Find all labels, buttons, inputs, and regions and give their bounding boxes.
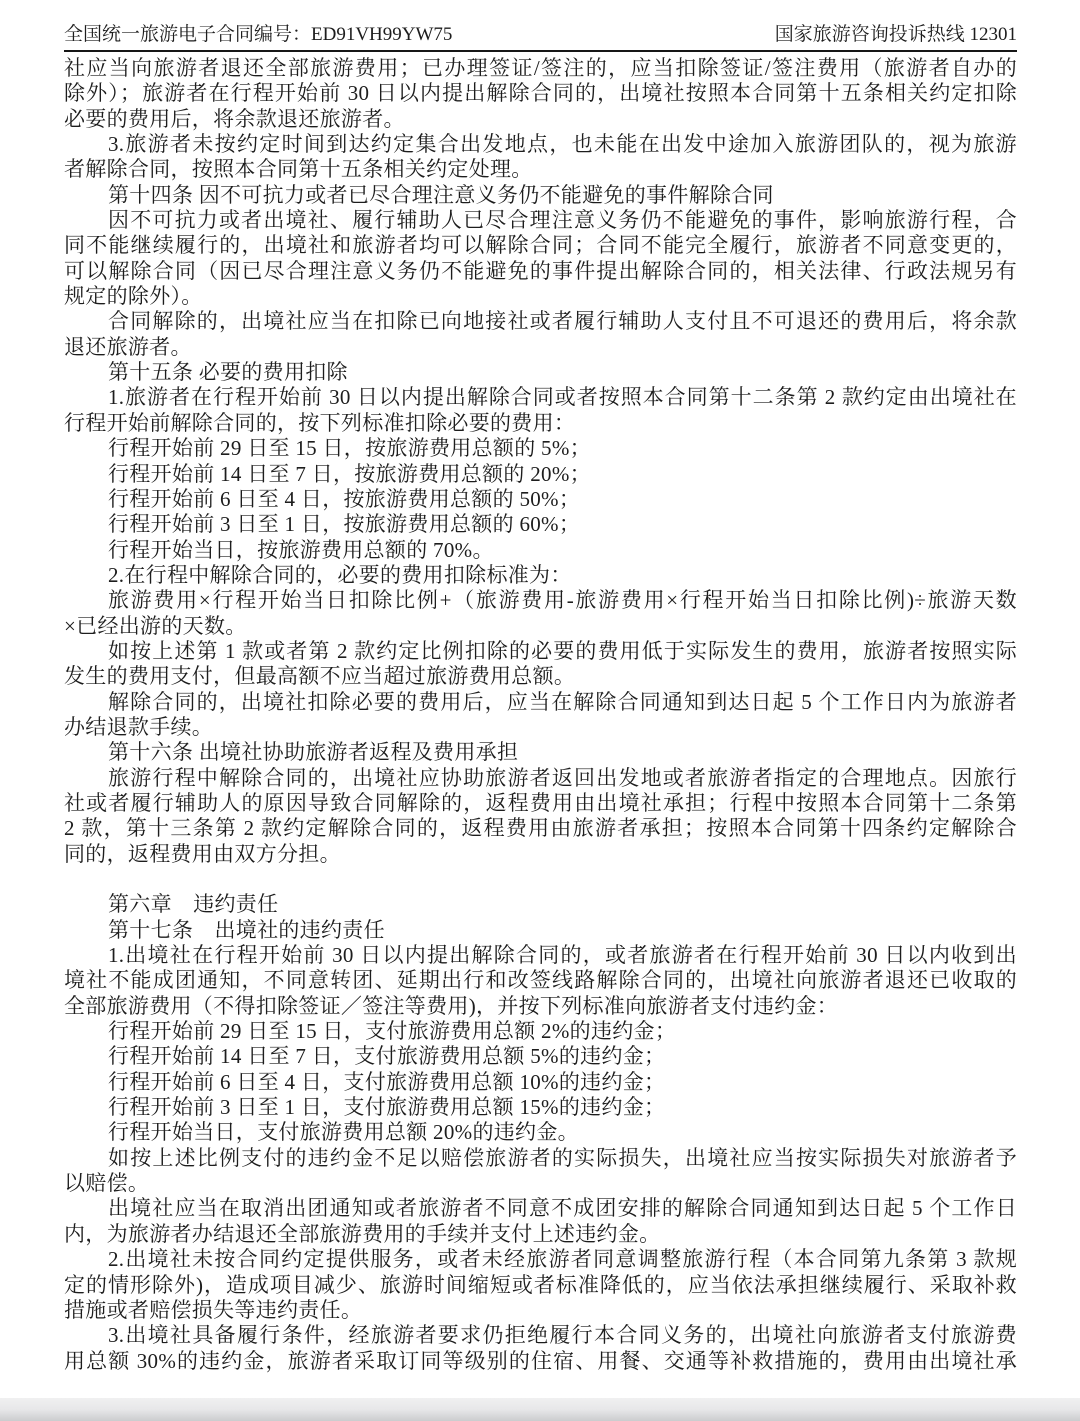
page-header: [64, 23, 1017, 47]
text-line: 第十四条 因不可抗力或者已尽合理注意义务仍不能避免的事件解除合同: [108, 182, 774, 207]
contract-number: 全国统一旅游电子合同编号：ED91VH99YW75: [64, 24, 453, 45]
text-line: 如按上述比例支付的违约金不足以赔偿旅游者的实际损失，出境社应当按实际损失对旅游者予: [108, 1145, 1017, 1170]
text-line: 3.出境社具备履行条件，经旅游者要求仍拒绝履行本合同义务的，出境社向旅游者支付旅游费: [108, 1323, 1017, 1348]
text-line: 除外）；旅游者在行程开始前 30 日以内提出解除合同的，出境社按照本合同第十五条相关约定扣除: [64, 81, 1017, 106]
text-line: 行程开始前 6 日至 4 日，按旅游费用总额的 50%；: [108, 486, 581, 511]
text-line: 社应当向旅游者退还全部旅游费用；已办理签证/签注的，应当扣除签证/签注费用（旅游者自办的: [64, 56, 1017, 80]
text-line: 可以解除合同（因已尽合理注意义务仍不能避免的事件提出解除合同的，相关法律、行政法规另有: [64, 258, 1017, 283]
text-line: 规定的除外）。: [64, 284, 203, 309]
hotline-text: 国家旅游咨询投诉热线 12301: [774, 24, 1017, 45]
text-line: 同不能继续履行的，出境社和旅游者均可以解除合同；合同不能完全履行，旅游者不同意变更的，: [64, 233, 1017, 258]
text-line: 第十五条 必要的费用扣除: [108, 360, 348, 385]
text-line: 3.旅游者未按约定时间到达约定集合出发地点，也未能在出发中途加入旅游团队的，视为旅游: [108, 132, 1017, 157]
text-line: 全部旅游费用（不得扣除签证／签注等费用)，并按下列标准向旅游者支付违约金：: [64, 993, 839, 1018]
text-line: 境社不能成团通知，不同意转团、延期出行和改签线路解除合同的，出境社向旅游者退还已收取的: [64, 968, 1017, 993]
text-line: 定的情形除外)，造成项目减少、旅游时间缩短或者标准降低的，应当依法承担继续履行、采取补救: [64, 1272, 1017, 1297]
text-line: 行程开始前 14 日至 7 日，支付旅游费用总额 5%的违约金；: [108, 1044, 666, 1069]
text-line: 措施或者赔偿损失等违约责任。: [64, 1297, 363, 1322]
text-line: 行程开始当日，按旅游费用总额的 70%。: [108, 537, 494, 562]
text-line: 行程开始前解除合同的，按下列标准扣除必要的费用：: [64, 410, 576, 435]
text-line: 行程开始前 29 日至 15 日，支付旅游费用总额 2%的违约金；: [108, 1019, 677, 1044]
text-line: 同的，返程费用由双方分担。: [64, 841, 341, 866]
text-line: 行程开始前 6 日至 4 日，支付旅游费用总额 10%的违约金；: [108, 1069, 666, 1094]
text-line: 内，为旅游者办结退还全部旅游费用的手续并支付上述违约金。: [64, 1221, 661, 1246]
text-line: 办结退款手续。: [64, 714, 214, 739]
text-line: 发生的费用支付，但最高额不应当超过旅游费用总额。: [64, 664, 576, 689]
text-line: 退还旅游者。: [64, 334, 192, 359]
text-line: 以赔偿。: [64, 1171, 150, 1196]
text-line: 行程开始前 3 日至 1 日，按旅游费用总额的 60%；: [108, 512, 581, 537]
document-body: [64, 56, 1017, 1374]
text-line: ×已经出游的天数。: [64, 613, 247, 638]
text-line: 行程开始前 3 日至 1 日，支付旅游费用总额 15%的违约金；: [108, 1095, 666, 1120]
page-bottom-edge: [0, 1398, 1080, 1421]
text-line: 合同解除的，出境社应当在扣除已向地接社或者履行辅助人支付且不可退还的费用后，将余款: [108, 309, 1017, 334]
text-line: 2 款，第十三条第 2 款约定解除合同的，返程费用由旅游者承担；按照本合同第十四条约定解除合: [64, 816, 1017, 841]
text-line: 1.出境社在行程开始前 30 日以内提出解除合同的，或者旅游者在行程开始前 30 日以内收到出: [108, 943, 1017, 968]
text-line: 必要的费用后，将余款退还旅游者。: [64, 106, 405, 131]
text-line: 2.出境社未按合同约定提供服务，或者未经旅游者同意调整旅游行程（本合同第九条第 3 款规: [108, 1247, 1017, 1272]
text-line: 解除合同的，出境社扣除必要的费用后，应当在解除合同通知到达日起 5 个工作日内为旅游者: [108, 689, 1017, 714]
text-line: 第十六条 出境社协助旅游者返程及费用承担: [108, 740, 519, 765]
text-line: 因不可抗力或者出境社、履行辅助人已尽合理注意义务仍不能避免的事件，影响旅游行程，合: [108, 208, 1017, 233]
text-line: 1.旅游者在行程开始前 30 日以内提出解除合同或者按照本合同第十二条第 2 款约定由出境社在: [108, 385, 1017, 410]
text-line: 行程开始前 29 日至 15 日，按旅游费用总额的 5%；: [108, 436, 591, 461]
text-line: 行程开始前 14 日至 7 日，按旅游费用总额的 20%；: [108, 461, 591, 486]
text-line: 用总额 30%的违约金，旅游者采取订同等级别的住宿、用餐、交通等补救措施的，费用由出境社承: [64, 1348, 1017, 1373]
text-line: 如按上述第 1 款或者第 2 款约定比例扣除的必要的费用低于实际发生的费用，旅游者按照实际: [108, 638, 1017, 663]
blank-line: [64, 867, 1017, 892]
text-line: 行程开始当日，支付旅游费用总额 20%的违约金。: [108, 1120, 579, 1145]
text-line: 者解除合同，按照本合同第十五条相关约定处理。: [64, 157, 533, 182]
text-line: 旅游费用×行程开始当日扣除比例+（旅游费用-旅游费用×行程开始当日扣除比例)÷旅游天数: [108, 588, 1017, 613]
text-line: 第六章 违约责任: [108, 892, 279, 917]
header-divider: [64, 50, 1017, 52]
text-line: 第十七条 出境社的违约责任: [108, 917, 385, 942]
text-line: 社或者履行辅助人的原因导致合同解除的，返程费用由出境社承担；行程中按照本合同第十二条第: [64, 790, 1017, 815]
text-line: 2.在行程中解除合同的，必要的费用扣除标准为：: [108, 562, 572, 587]
text-line: 旅游行程中解除合同的，出境社应协助旅游者返回出发地或者旅游者指定的合理地点。因旅行: [108, 765, 1017, 790]
text-line: 出境社应当在取消出团通知或者旅游者不同意不成团安排的解除合同通知到达日起 5 个工作日: [108, 1196, 1017, 1221]
